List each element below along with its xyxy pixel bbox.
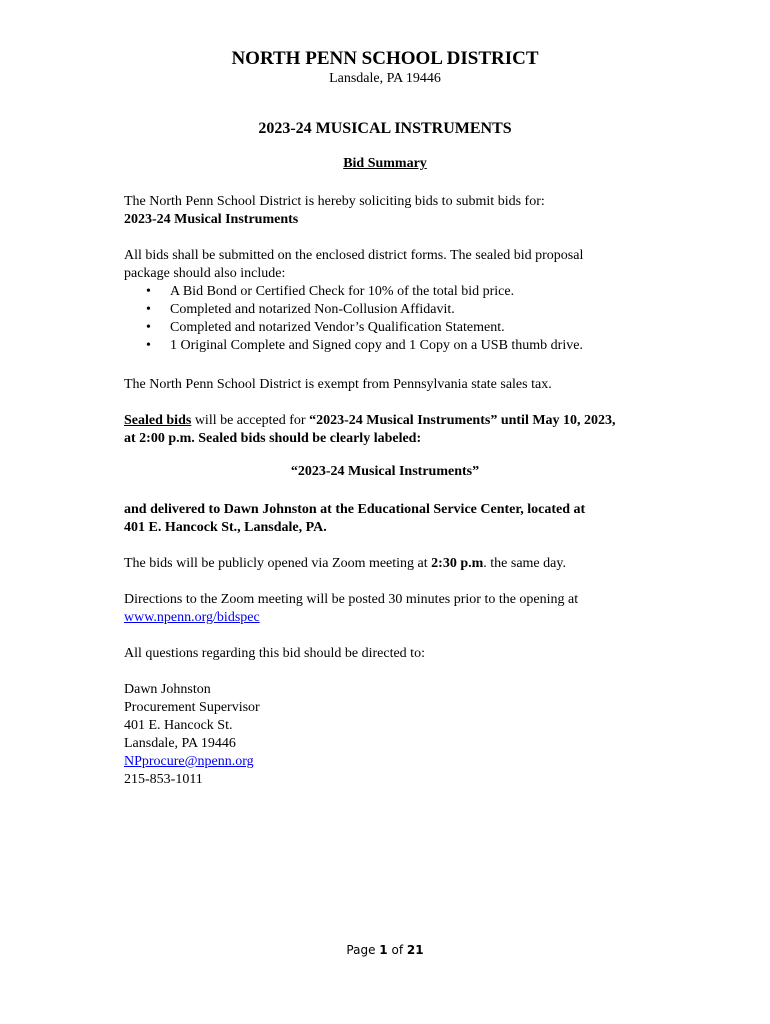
footer-page-word: Page: [346, 943, 376, 957]
contact-email-link[interactable]: NPprocure@npenn.org: [124, 754, 254, 769]
sealed-mid: will be accepted for: [191, 413, 310, 428]
bullet-icon: •: [146, 320, 151, 335]
requirements-intro-b: package should also include:: [124, 266, 286, 281]
intro-bid-name: 2023-24 Musical Instruments: [124, 212, 299, 227]
intro-paragraph: [124, 193, 664, 229]
footer-page-number: 1: [379, 943, 388, 957]
bullet-icon: •: [146, 302, 151, 317]
sealed-deadline-b: at 2:00 p.m. Sealed bids should be clearly labeled:: [124, 431, 422, 446]
opening-pre: The bids will be publicly opened via Zoom meeting at: [124, 556, 432, 571]
section-heading: Bid Summary: [343, 156, 427, 171]
list-item: [124, 319, 664, 337]
list-item-text: Completed and notarized Vendor’s Qualification Statement.: [170, 320, 505, 335]
questions-line: All questions regarding this bid should be directed to:: [124, 646, 425, 661]
opening-time: 2:30 p.m: [431, 556, 484, 571]
page-footer: [0, 943, 770, 957]
intro-line: The North Penn School District is hereby soliciting bids to submit bids for:: [124, 194, 545, 209]
contact-role: Procurement Supervisor: [124, 700, 260, 715]
requirements-intro-a: All bids shall be submitted on the enclosed district forms. The sealed bid proposal: [124, 248, 584, 263]
contact-name: Dawn Johnston: [124, 682, 211, 697]
opening-paragraph: [124, 555, 664, 573]
contact-city: Lansdale, PA 19446: [124, 736, 236, 751]
opening-post: . the same day.: [483, 556, 566, 571]
contact-phone: 215-853-1011: [124, 772, 203, 787]
bidspec-link[interactable]: www.npenn.org/bidspec: [124, 610, 260, 625]
delivery-line-b: 401 E. Hancock St., Lansdale, PA.: [124, 520, 327, 535]
requirements-list: [124, 283, 664, 355]
bid-label: “2023-24 Musical Instruments”: [290, 464, 480, 479]
footer-page-total: 21: [406, 943, 424, 957]
document-title: 2023-24 MUSICAL INSTRUMENTS: [258, 120, 512, 137]
directions-paragraph: [124, 591, 664, 627]
delivery-paragraph: [124, 501, 664, 537]
bullet-icon: •: [146, 284, 151, 299]
tax-note: The North Penn School District is exempt from Pennsylvania state sales tax.: [124, 377, 552, 392]
contact-block: [124, 681, 664, 789]
list-item-text: Completed and notarized Non-Collusion Affidavit.: [170, 302, 455, 317]
bullet-icon: •: [146, 338, 151, 353]
sealed-bids-lead: Sealed bids: [124, 413, 192, 428]
contact-street: 401 E. Hancock St.: [124, 718, 233, 733]
list-item: [124, 283, 664, 301]
sealed-line-1: [124, 412, 664, 430]
directions-text: Directions to the Zoom meeting will be posted 30 minutes prior to the opening at: [124, 592, 579, 607]
footer-of-word: of: [391, 943, 404, 957]
sealed-deadline-a: “2023-24 Musical Instruments” until May 10, 2023,: [309, 413, 616, 428]
district-name: NORTH PENN SCHOOL DISTRICT: [231, 48, 539, 69]
sealed-bids-paragraph: [124, 412, 664, 448]
district-city: Lansdale, PA 19446: [329, 71, 441, 86]
requirements-paragraph: [124, 247, 664, 355]
delivery-line-a: and delivered to Dawn Johnston at the Educational Service Center, located at: [124, 502, 586, 517]
list-item: [124, 301, 664, 319]
list-item-text: A Bid Bond or Certified Check for 10% of the total bid price.: [170, 284, 515, 299]
list-item-text: 1 Original Complete and Signed copy and 1 Copy on a USB thumb drive.: [170, 338, 583, 353]
list-item: [124, 337, 664, 355]
